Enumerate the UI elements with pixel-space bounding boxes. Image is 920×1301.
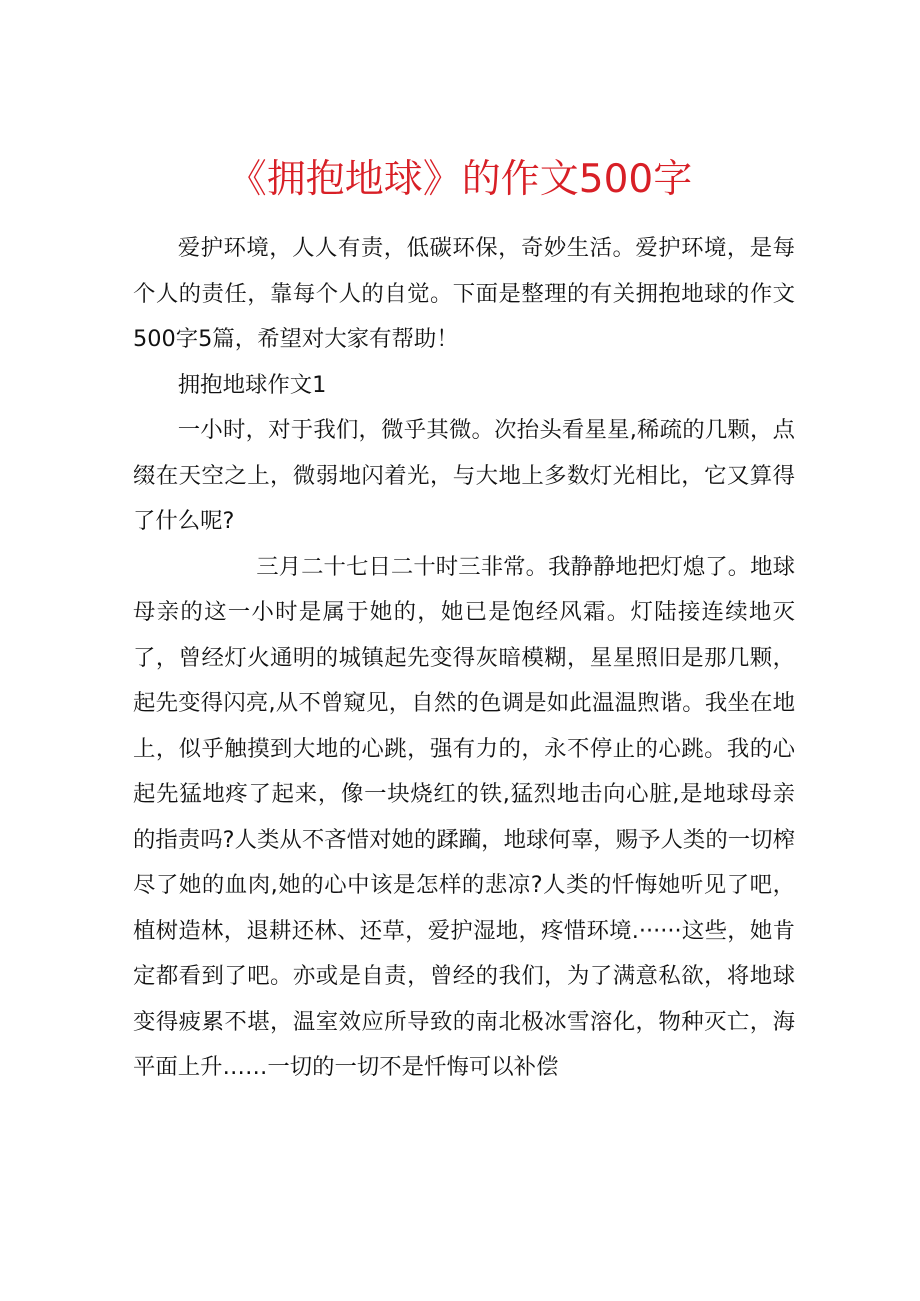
section-heading: 拥抱地球作文1 (177, 371, 327, 398)
intro-paragraph: 爱护环境，人人有责，低碳环保，奇妙生活。爱护环境，是每个人的责任，靠每个人的自觉。下面是整理的有关拥抱地球的作文500字5篇，希望对大家有帮助！ (133, 235, 795, 352)
body-paragraph-1: 一小时，对于我们，微乎其微。次抬头看星星,稀疏的几颗，点缀在天空之上，微弱地闪着光，与大地上多数灯光相比，它又算得了什么呢? (133, 417, 795, 534)
document-title: 《拥抱地球》的作文500字 (227, 157, 693, 202)
document-body (133, 226, 795, 1091)
body-paragraph-2: 三月二十七日二十时三非常。我静静地把灯熄了。地球母亲的这一小时是属于她的，她已是饱经风霜。灯陆接连续地灭了，曾经灯火通明的城镇起先变得灰暗模糊，星星照旧是那几颗，起先变得闪亮,从不曾窥见，自然的色调是如此温温煦谐。我坐在地上，似乎触摸到大地的心跳，强有力的，永不停止的心跳。我的心起先猛地疼了起来，像一块烧红的铁,猛烈地击向心脏,是地球母亲的指责吗?人类从不吝惜对她的蹂躏，地球何辜，赐予人类的一切榨尽了她的血肉,她的心中该是怎样的悲凉?人类的忏悔她听见了吧，植树造林，退耕还林、还草，爱护湿地，疼惜环境.······这些，她肯定都看到了吧。亦或是自责，曾经的我们，为了满意私欲，将地球变得疲累不堪，温室效应所导致的南北极冰雪溶化，物种灭亡，海平面上升……一切的一切不是忏悔可以补偿 (133, 553, 795, 1080)
